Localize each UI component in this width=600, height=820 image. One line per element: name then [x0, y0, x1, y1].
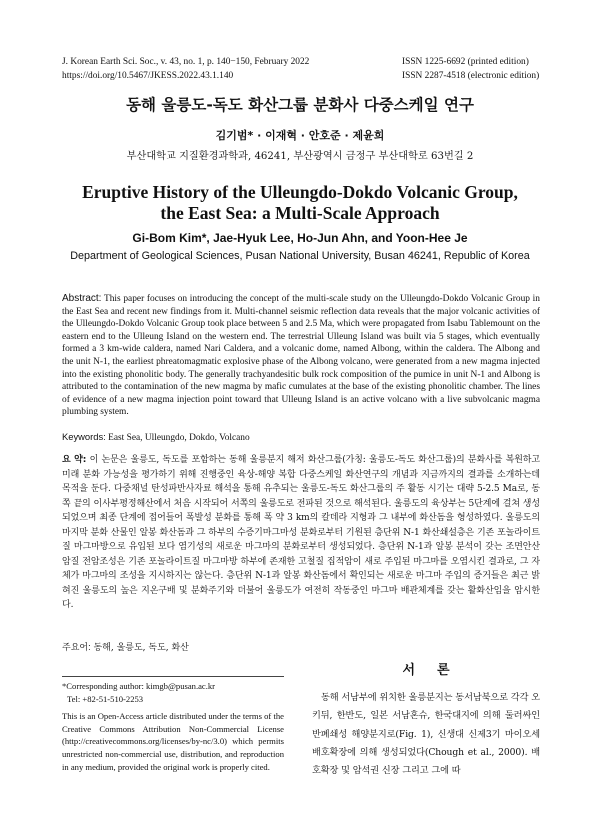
korean-abstract-label: 요 약: [62, 455, 87, 465]
journal-header [62, 55, 309, 83]
footnote-divider [62, 676, 284, 677]
korean-abstract-text: 이 논문은 울릉도, 독도를 포함하는 동해 울릉분지 해저 화산그룹(가칭: 울릉도-독도 화산그룹)의 분화사를 복원하고 미래 분화 가능성을 평가하기 위해 진행중인 육상-해양 복합 다중스케일 화산연구의 개념과 지금까지의 결과를 소개하는데 목적을 둔다. 다중채널 탄성파반사자료 해석을 통해 유추되는 울릉도-독도 화산그룹의 주 활동 시기는 대략 5-2.5 Ma로, 동쪽 끝의 이사부평정해산에서 처음 시작되어 서쪽의 울릉도로 전파된 것으로 해석된다. 울릉도의 육상부는 5단계에 걸쳐 생성되었으며 최종 단계에 접어들어 폭발성 분화를 통해 폭 약 3 km의 칼데라 지형과 그 내부에 화산돔을 형성하였다. 울릉도의 마지막 분화 산물인 알봉 화산돔과 그 하부의 수증기마그마성 분화로부터 기원된 층단위 N-1 화산쇄설층은 기존 포놀라이트질 마그마방으로 유입된 보다 염기성의 새로운 마그마의 분화로부터 생성되었다. 층단위 N-1과 알봉 분석이 갖는 조면안산암질 전암조성은 기존 포놀라이트질 마그마방 하부에 존재한 고철질 집적암이 새로 주입된 마그마를 오염시킨 결과로, 그 자체가 마그마의 조성을 지시하지는 않는다. 층단위 N-1과 알봉 화산돔에서 확인되는 새로운 마그마 주입의 증거들은 최근 밝혀진 울릉도의 높은 지온구배 및 분화주기와 더불어 울릉도가 여전히 작동중인 마그마 배관체계를 갖는 활화산임을 암시한다. [62, 455, 540, 610]
abstract [62, 293, 540, 419]
doi-link[interactable]: https://doi.org/10.5467/JKESS.2022.43.1.140 [62, 71, 234, 81]
english-affiliation: Department of Geological Sciences, Pusan National University, Busan 46241, Republic of Korea [70, 250, 530, 262]
keywords-label: Keywords: [62, 431, 106, 442]
korean-title: 동해 울릉도-독도 화산그룹 분화사 다중스케일 연구 [126, 96, 474, 114]
footnote [62, 676, 284, 705]
license-notice: This is an Open-Access article distributed under the terms of the Creative Commons Attribution Non-Commercial License (http://creativecommons.org/licenses/by-nc/3.0) which permits unrestricted non-commercial use, distribution, and reproduction in any medium, provided the original work is properly cited. [62, 711, 284, 772]
issn-print: ISSN 1225-6692 (printed edition) [402, 57, 529, 67]
issn-electronic: ISSN 2287-4518 (electronic edition) [402, 71, 540, 81]
keywords-text: East Sea, Ulleungdo, Dokdo, Volcano [108, 433, 250, 443]
journal-citation: J. Korean Earth Sci. Soc., v. 43, no. 1, p. 140−150, February 2022 [62, 57, 310, 67]
korean-authors: 김기범* · 이재혁 · 안호준 · 제윤희 [215, 129, 385, 142]
abstract-label: Abstract: [62, 293, 102, 304]
author-tel: Tel: +82-51-510-2253 [67, 693, 144, 704]
introduction-heading: 서론 [402, 663, 472, 678]
english-title-line2: the East Sea: a Multi-Scale Approach [160, 203, 440, 223]
english-title-line1: Eruptive History of the Ulleungdo-Dokdo Volcanic Group, [82, 182, 518, 202]
abstract-text: This paper focuses on introducing the concept of the multi-scale study on the Ulleungdo-Dokdo Volcanic Group in the East Sea and recent new findings from it. Multi-channel seismic reflection data reveals that the major volcanic activities of the Ulleungdo-Dokdo Volcanic Group took place between 5 and 2.5 Ma, which were propagated from Isabu Tablemount on the eastern end to the Ulleung Island on the western end. The terrestrial Ulleung Island was built via 5 stages, which eventually formed a 3 km-wide caldera, named Nari Caldera, and a volcanic dome, named Albong, within the caldera. The Albong and the unit N-1, the earliest phreatomagmatic explosive phase of the Albong volcano, were generated from a new magma injected into the existing phonolitic body. The generally trachyandesitic bulk rock composition of the pumice in unit N-1 and Albong is attributed to the contamination of the new magma by mafic cumulates at the base of the existing phonolitic chamber. The lines of evidence of a new magma injection point toward that Ulleung Island is an active volcano with a live subvolcanic magma plumbing system. [62, 294, 540, 418]
korean-affiliation: 부산대학교 지질환경과학과, 46241, 부산광역시 금정구 부산대학로 63번길 2 [126, 151, 474, 162]
korean-keywords-text: 동해, 울릉도, 독도, 화산 [93, 643, 189, 653]
korean-abstract [62, 453, 540, 613]
english-authors: Gi-Bom Kim*, Jae-Hyuk Lee, Ho-Jun Ahn, and Yoon-Hee Je [132, 231, 468, 245]
english-title [0, 182, 600, 224]
korean-keywords-label: 주요어: [62, 642, 91, 652]
keywords [62, 431, 540, 443]
korean-keywords [62, 640, 540, 653]
introduction-text: 동해 서남부에 위치한 울릉분지는 동서남북으로 각각 오키뒤, 한반도, 일본 서남혼슈, 한국대지에 의해 둘러싸인 반폐쇄성 해양분지로(Fig. 1), 신생대 신제3기 마이오세 배호확장에 의해 생성되었다(Chough et al., 2000). 배호확장 및 암석권 신장 그리고 그에 따 [312, 692, 540, 777]
issn-header [402, 55, 539, 83]
corresponding-author: *Corresponding author: kimgb@pusan.ac.kr [62, 681, 216, 691]
